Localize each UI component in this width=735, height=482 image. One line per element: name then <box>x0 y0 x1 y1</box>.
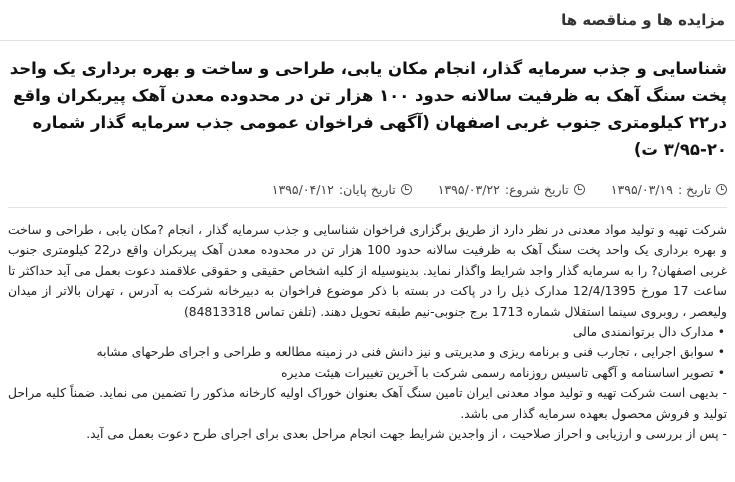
publish-date <box>611 182 727 197</box>
publish-date-label: تاریخ : <box>677 181 711 197</box>
start-date-value: ۱۳۹۵/۰۳/۲۲ <box>437 181 500 197</box>
notice-headline[interactable]: شناسایی و جذب سرمایه گذار، انجام مکان یابی، طراحی و ساخت و بهره برداری یک واحد پخت سنگ آهک به ظرفیت سالانه حدود ۱۰۰ هزار تن در محدوده معدن آهک پیربکران واقع در۲۲ کیلومتری جنوب غربی اصفهان (آگهی فراخوان عمومی جذب سرمایه گذار شماره ۲۰-۳/۹۵ ت) <box>9 59 727 159</box>
notice-meta-bar <box>8 171 727 208</box>
body-note-guarantee: - بدیهی است شرکت تهیه و تولید مواد معدنی ایران تامین سنگ آهک بعنوان خوراک اولیه کارخانه مذکور را تضمین می نماید. ضمناً کلیه مراحل تولید و فروش محصول بعهده سرمایه گذار می باشد. <box>8 386 727 421</box>
list-item: • سوابق اجرایی ، تجارب فنی و برنامه ریزی و مدیریتی و نیز دانش فنی در زمینه مطالعه و طراحی و اجرای طرحهای مشابه <box>8 342 727 362</box>
list-item: • مدارک دال برتوانمندی مالی <box>8 322 727 342</box>
body-note-evaluation: - پس از بررسی و ارزیابی و احراز صلاحیت ، از واجدین شرایط جهت انجام مراحل بعدی برای اجرای طرح دعوت بعمل می آید. <box>86 427 727 442</box>
clock-icon <box>401 184 412 195</box>
end-date <box>272 182 412 197</box>
publish-date-value: ۱۳۹۵/۰۳/۱۹ <box>610 181 673 197</box>
clock-icon <box>716 184 727 195</box>
body-paragraph: شرکت تهیه و تولید مواد معدنی در نظر دارد از طریق برگزاری فراخوان شناسایی و جذب سرمایه گذار ، انجام ?مکان یابی ، طراحی و ساخت و بهره برداری یک واحد پخت سنگ آهک به ظرفیت سالانه حدود 100 هزار تن در محدوده معدن آهک پیربکران واقع در22 کیلومتری جنوب غربی اصفهان? را به سرمایه گذار واجد شرایط واگذار نماید. بدینوسیله از کلیه اشخاص حقیقی و حقوقی علاقمند دعوت بعمل می آید حداکثر تا ساعت 17 مورخ 12/4/1395 مدارک ذیل را در پاکت در بسته با ذکر موضوع فراخوان به دبیرخانه شرکت به آدرس ، تهران بالاتر از میدان ولیعصر ، روبروی سینما استقلال شماره 1713 برج جنوبی-نیم طبقه تحویل دهند. (تلفن تماس 84813318) <box>8 223 727 319</box>
section-title: مزایده ها و مناقصه ها <box>0 0 735 41</box>
end-date-label: تاریخ پایان: <box>338 181 396 197</box>
clock-icon <box>574 184 585 195</box>
required-documents-list <box>8 322 727 383</box>
start-date <box>438 182 585 197</box>
list-item: • تصویر اساسنامه و آگهی تاسیس روزنامه رسمی شرکت با آخرین تغییرات هیئت مدیره <box>8 363 727 383</box>
notice-body <box>8 220 727 444</box>
start-date-label: تاریخ شروع: <box>504 181 569 197</box>
end-date-value: ۱۳۹۵/۰۴/۱۲ <box>271 181 334 197</box>
